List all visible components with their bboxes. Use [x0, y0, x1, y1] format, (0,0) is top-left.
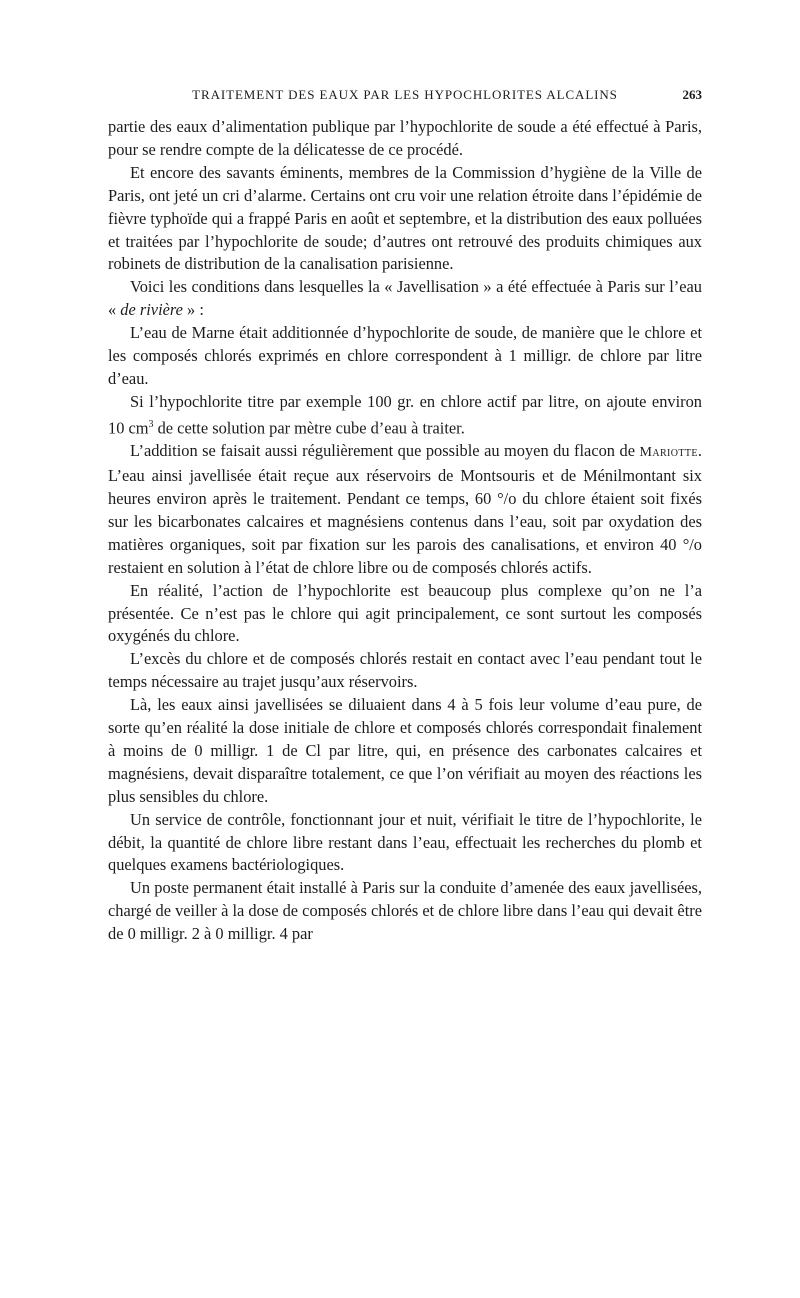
page-number: 263: [682, 87, 702, 102]
paragraph-11: Un poste permanent était installé à Paris sur la conduite d’amenée des eaux javellisées, chargé de veiller à la dose de composés chlorés et de chlore libre dans l’eau qui devait être de 0 milligr. 2 à 0 milligr. 4 par: [108, 878, 702, 944]
paragraph-2: Et encore des savants éminents, membres de la Commission d’hygiène de la Ville de Paris, ont jeté un cri d’alarme. Certains ont cru voir une relation étroite dans l’épidémie de fièvre typhoïde qui a frappé Paris en août et septembre, et la distribution des eaux polluées et traitées par l’hypochlorite de soude; d’autres ont retrouvé des produits chimiques aux robinets de distribution de la canalisation parisienne.: [108, 162, 702, 274]
superscript: 3: [148, 418, 154, 430]
paragraph-5-text-a: Si l’hypochlorite titre par exemple 100 gr. en chlore actif par litre, on ajoute environ 10 cm: [108, 391, 702, 438]
paragraph-1: partie des eaux d’alimentation publique par l’hypochlorite de soude a été effectué à Paris, pour se rendre compte de la délicatesse de ce procédé.: [108, 117, 702, 159]
paragraph-3-text-a: Voici les conditions dans lesquelles la « Javellisation » a été effectuée à Paris sur l’eau «: [108, 277, 702, 320]
paragraph-6-text-b: . L’eau ainsi javellisée était reçue aux réservoirs de Montsouris et de Ménilmontant six heures environ après le traitement. Pendant ce temps, 60 °/o du chlore étaient soit fixés sur les bicarbonates calcaires et magnésiens contenus dans l’eau, soit par oxydation des matières organiques, soit par fixation sur les parois des canalisations, et environ 40 °/o restaient en solution à l’état de chlore libre ou de composés chlorés actifs.: [108, 441, 702, 577]
paragraph-6: [108, 440, 702, 579]
paragraph-10: Un service de contrôle, fonctionnant jour et nuit, vérifiait le titre de l’hypochlorite, le débit, la quantité de chlore libre restant dans l’eau, effectuait les recherches du plomb et quelques examens bactériologiques.: [108, 809, 702, 875]
text-body: [108, 116, 702, 946]
paragraph-4: L’eau de Marne était additionnée d’hypochlorite de soude, de manière que le chlore et les composés chlorés exprimés en chlore correspondent à 1 milligr. de chlore par litre d’eau.: [108, 323, 702, 388]
paragraph-8: L’excès du chlore et de composés chlorés restait en contact avec l’eau pendant tout le temps nécessaire au trajet jusqu’aux réservoirs.: [108, 649, 702, 692]
italic-phrase: de rivière: [120, 300, 183, 320]
paragraph-5: [108, 391, 702, 440]
paragraph-6-text-a: L’addition se faisait aussi régulièrement que possible au moyen du flacon de: [130, 441, 640, 461]
proper-name: Mariotte: [639, 445, 698, 461]
paragraph-3-text-b: » :: [182, 300, 204, 320]
paragraph-3: [108, 276, 702, 322]
paragraph-7: En réalité, l’action de l’hypochlorite est beaucoup plus complexe qu’on ne l’a présentée. Ce n’est pas le chlore qui agit principalement, ce sont surtout les composés oxygénés du chlore.: [108, 580, 702, 646]
paragraph-5-text-b: de cette solution par mètre cube d’eau à traiter.: [153, 418, 465, 438]
running-title: TRAITEMENT DES EAUX PAR LES HYPOCHLORITES ALCALINS: [192, 87, 618, 102]
running-head: [108, 86, 702, 108]
paragraph-9: Là, les eaux ainsi javellisées se diluaient dans 4 à 5 fois leur volume d’eau pure, de sorte qu’en réalité la dose initiale de chlore et composés chlorés correspondait finalement à moins de 0 milligr. 1 de Cl par litre, qui, en présence des carbonates calcaires et magnésiens, devait disparaître totalement, ce que l’on vérifiait au moyen des réactions les plus sensibles du chlore.: [108, 695, 702, 806]
